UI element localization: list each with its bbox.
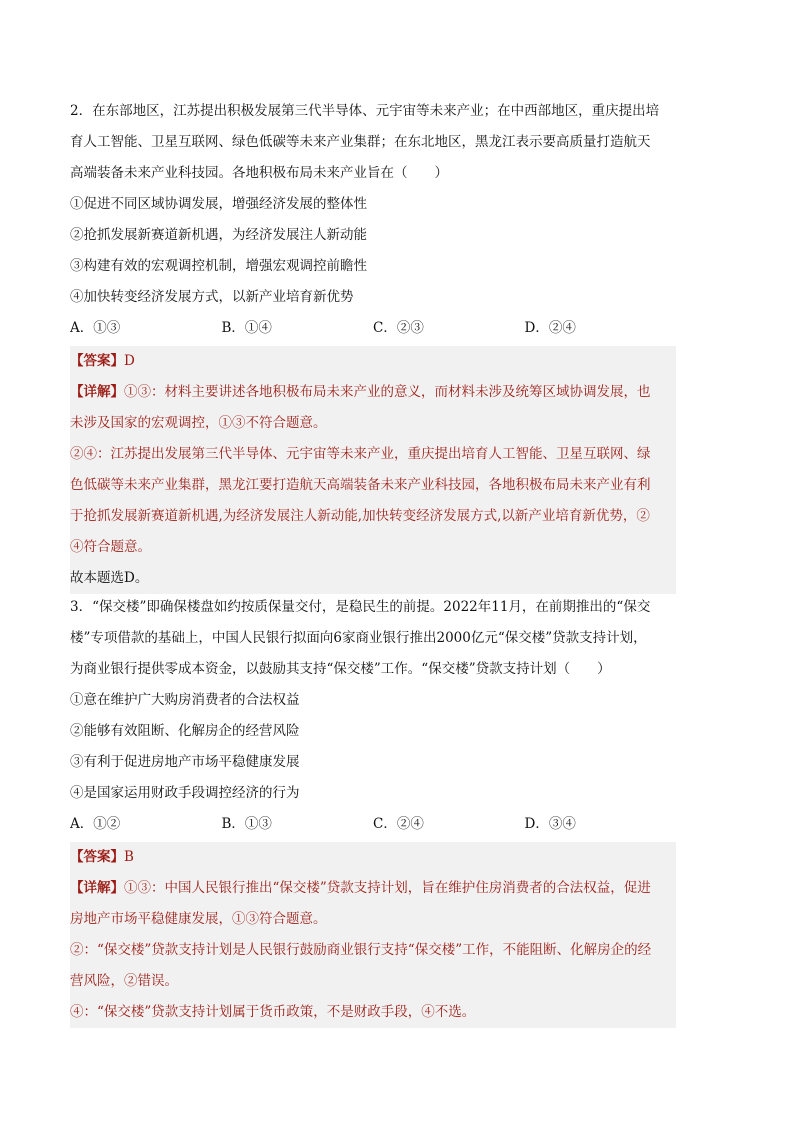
answer-explanation-block bbox=[70, 842, 676, 1028]
answer-choices bbox=[70, 809, 676, 840]
answer-line bbox=[70, 346, 676, 377]
detail-label: 【详解】 bbox=[70, 384, 124, 400]
detail-line bbox=[70, 377, 676, 408]
detail-line: ②：“保交楼”贷款支持计划是人民银行鼓励商业银行支持“保交楼”工作，不能阻断、化解房企的经 bbox=[70, 942, 652, 958]
detail-line: ②④：江苏提出发展第三代半导体、元宇宙等未来产业，重庆提出培育人工智能、卫星互联网、绿 bbox=[70, 446, 651, 462]
answer-label: 【答案】 bbox=[70, 353, 124, 369]
conclusion-line: 故本题选D。 bbox=[70, 570, 149, 586]
choice-d: D．②④ bbox=[524, 320, 576, 336]
detail-label: 【详解】 bbox=[70, 880, 124, 896]
statement-option: ①意在维护广大购房消费者的合法权益 bbox=[70, 692, 300, 708]
detail-text: ①③：中国人民银行推出“保交楼”贷款支持计划，旨在维护住房消费者的合法权益，促进 bbox=[124, 880, 651, 896]
choice-a: A．①② bbox=[70, 816, 121, 832]
question-stem-line: 3．“保交楼”即确保楼盘如约按质保量交付，是稳民生的前提。2022年11月，在前期推出的“保交 bbox=[70, 599, 651, 615]
question-stem-line: 为商业银行提供零成本资金，以鼓励其支持“保交楼”工作。“保交楼”贷款支持计划（ ） bbox=[70, 661, 611, 677]
detail-line: 未涉及国家的宏观调控，①③不符合题意。 bbox=[70, 415, 327, 431]
statement-option: ③构建有效的宏观调控机制，增强宏观调控前瞻性 bbox=[70, 258, 367, 274]
question-stem-line: 楼”专项借款的基础上，中国人民银行拟面向6家商业银行推出2000亿元“保交楼”贷款支持计划， bbox=[70, 630, 647, 646]
statement-option: ①促进不同区域协调发展，增强经济发展的整体性 bbox=[70, 196, 367, 212]
detail-line bbox=[70, 873, 676, 904]
choice-a: A．①③ bbox=[70, 320, 121, 336]
detail-line: ④：“保交楼”贷款支持计划属于货币政策，不是财政手段，④不选。 bbox=[70, 1004, 476, 1020]
answer-choices bbox=[70, 313, 676, 344]
detail-line: 房地产市场平稳健康发展，①③符合题意。 bbox=[70, 911, 327, 927]
choice-d: D．③④ bbox=[524, 816, 576, 832]
answer-label: 【答案】 bbox=[70, 849, 124, 865]
choice-c: C．②③ bbox=[373, 320, 424, 336]
statement-option: ②抢抓发展新赛道新机遇，为经济发展注人新动能 bbox=[70, 227, 367, 243]
choice-b: B．①③ bbox=[221, 816, 272, 832]
detail-text: ①③：材料主要讲述各地积极布局未来产业的意义，而材料未涉及统筹区域协调发展，也 bbox=[124, 384, 651, 400]
question-stem-line: 育人工智能、卫星互联网、绿色低碳等未来产业集群；在东北地区，黑龙江表示要高质量打造航天 bbox=[70, 134, 651, 150]
detail-line: 营风险，②错误。 bbox=[70, 973, 178, 989]
answer-explanation-block bbox=[70, 346, 676, 594]
question-3 bbox=[70, 592, 676, 1028]
choice-c: C．②④ bbox=[373, 816, 424, 832]
statement-option: ④是国家运用财政手段调控经济的行为 bbox=[70, 785, 300, 801]
answer-value: D bbox=[124, 353, 135, 369]
question-stem-line: 高端装备未来产业科技园。各地积极布局未来产业旨在（ ） bbox=[70, 165, 448, 181]
detail-line: ④符合题意。 bbox=[70, 539, 151, 555]
statement-option: ④加快转变经济发展方式，以新产业培育新优势 bbox=[70, 289, 354, 305]
detail-line: 色低碳等未来产业集群，黑龙江要打造航天高端装备未来产业科技园，各地积极布局未来产业有利 bbox=[70, 477, 651, 493]
statement-option: ②能够有效阻断、化解房企的经营风险 bbox=[70, 723, 300, 739]
choice-b: B．①④ bbox=[221, 320, 272, 336]
detail-line: 于抢抓发展新赛道新机遇,为经济发展注人新动能,加快转变经济发展方式,以新产业培育新优势，② bbox=[70, 508, 650, 524]
question-2 bbox=[70, 96, 676, 594]
answer-value: B bbox=[124, 849, 134, 865]
answer-line bbox=[70, 842, 676, 873]
question-stem-line: 2．在东部地区，江苏提出积极发展第三代半导体、元宇宙等未来产业；在中西部地区，重庆提出培 bbox=[70, 103, 660, 119]
statement-option: ③有利于促进房地产市场平稳健康发展 bbox=[70, 754, 300, 770]
